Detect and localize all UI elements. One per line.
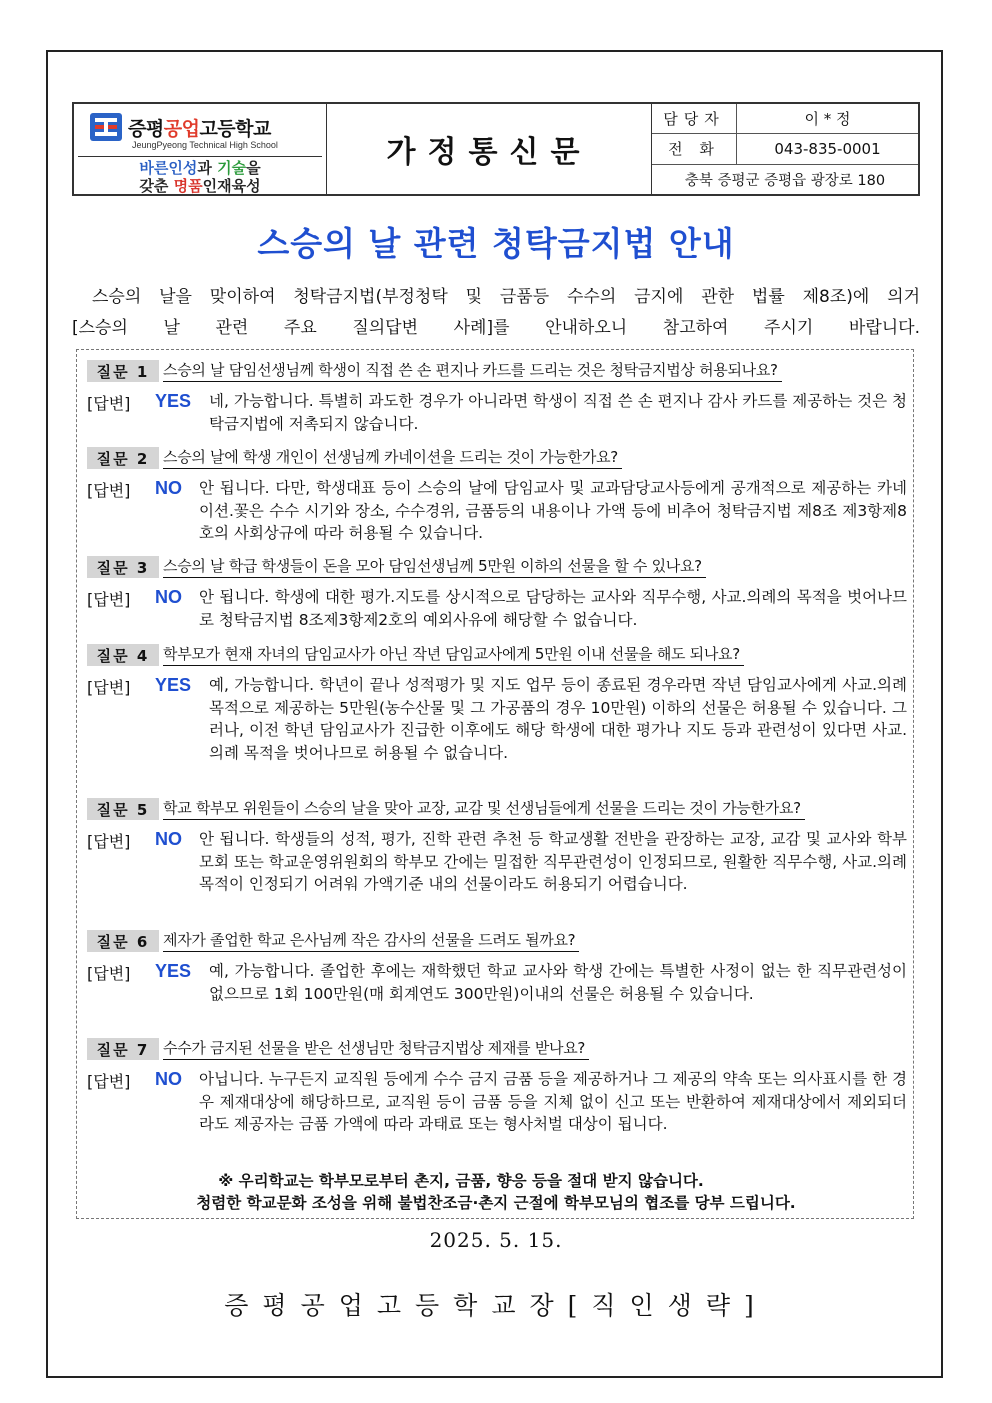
answer-text: 네, 가능합니다. 특별히 과도한 경우가 아니라면 학생이 직접 쓴 손 편지나 감사 카드를 제공하는 것은 청탁금지법에 저촉되지 않습니다. (209, 392, 907, 433)
qa-item (87, 360, 907, 435)
qa-item (87, 644, 907, 764)
answer-keyword: YES (155, 961, 192, 981)
school-english-name: JeungPyeong Technical High School (132, 140, 278, 150)
answer-text: 예, 가능합니다. 졸업한 후에는 재학했던 학교 교사와 학생 간에는 특별한 사정이 없는 한 직무관련성이 없으므로 1회 100만원(매 회계연도 300만원)이내의 선물은 허용될 수 있습니다. (209, 962, 907, 1003)
question-badge: 질문 1 (87, 360, 159, 382)
answer-keyword: NO (155, 478, 182, 498)
question-text: 스승의 날에 학생 개인이 선생님께 카네이션을 드리는 것이 가능한가요? (163, 447, 622, 469)
school-logo-cell (74, 104, 327, 194)
phone-label: 전 화 (652, 134, 737, 163)
qa-item (87, 798, 907, 896)
question-text: 학교 학부모 위원들이 스승의 날을 맞아 교장, 교감 및 선생님들에게 선물을 드리는 것이 가능한가요? (163, 798, 805, 820)
answer-label: [답변] (87, 1072, 131, 1091)
qa-item (87, 1038, 907, 1136)
answer-text: 안 됩니다. 학생에 대한 평가.지도를 상시적으로 담당하는 교사와 직무수행, 사교.의례의 목적을 벗어나므로 청탁금지법 8조제3항제2호의 예외사유에 해당할 수 없습니다. (199, 588, 907, 629)
answer-text: 예, 가능합니다. 학년이 끝나 성적평가 및 지도 업무 등이 종료된 경우라면 작년 담임교사에게 사교.의례 목적으로 제공하는 5만원(농수산물 및 그 가공품의 경우 10만원) 이하의 선물은 허용될 수 있습니다. 그러나, 이전 학년 담임교사가 진급한 이후에도 해당 학생에 대한 평가나 지도 등과 관련성이 있다면 사교.의례 목적을 벗어나므로 허용될 수 없습니다. (209, 676, 907, 762)
letter-header (72, 102, 920, 196)
school-notice (77, 1170, 915, 1214)
question-text: 학부모가 현재 자녀의 담임교사가 아닌 작년 담임교사에게 5만원 이내 선물을 해도 되나요? (163, 644, 744, 666)
contact-value: 이 * 정 (804, 110, 851, 129)
qa-item (87, 930, 907, 1005)
question-text: 수수가 금지된 선물을 받은 선생님만 청탁금지법상 제재를 받나요? (163, 1038, 589, 1060)
school-name: 증평공업고등학교 (128, 117, 271, 140)
answer-label: [답변] (87, 481, 131, 500)
doc-title: 가정통신문 (386, 135, 592, 170)
contact-label: 담당자 (652, 104, 737, 133)
intro-line: 스승의 날을 맞이하여 청탁금지법(부정청탁 및 금품등 수수의 금지에 관한 법률 제8조)에 의거 (92, 287, 920, 307)
question-text: 스승의 날 담임선생님께 학생이 직접 쓴 손 편지나 카드를 드리는 것은 청탁금지법상 허용되나요? (163, 360, 782, 382)
answer-text: 안 됩니다. 학생들의 성적, 평가, 진학 관련 추천 등 학교생활 전반을 관장하는 교장, 교감 및 교사와 학부모회 또는 학교운영위원회의 학부모 간에는 밀접한 직무관련성이 인정되므로, 원활한 직무수행, 사교.의례 목적이 인정되기 어려워 가액기준 내의 선물이라도 허용되기 어렵습니다. (199, 830, 907, 893)
principal-signature: 증평공업고등학교장[직인생략] (224, 1291, 768, 1320)
intro-line: [스승의 날 관련 주요 질의답변 사례]를 안내하오니 참고하여 주시기 바랍니다. (72, 318, 920, 338)
school-address: 충북 증평군 증평읍 광장로 180 (684, 172, 886, 189)
question-text: 스승의 날 학급 학생들이 돈을 모아 담임선생님께 5만원 이하의 선물을 할 수 있나요? (163, 556, 706, 578)
answer-label: [답변] (87, 832, 131, 851)
contact-info (652, 104, 918, 194)
question-badge: 질문 5 (87, 798, 159, 820)
question-text: 제자가 졸업한 학교 은사님께 작은 감사의 선물을 드려도 될까요? (163, 930, 579, 952)
qa-item (87, 447, 907, 545)
answer-keyword: YES (155, 391, 192, 411)
answer-text: 아닙니다. 누구든지 교직원 등에게 수수 금지 금품 등을 제공하거나 그 제공의 약속 또는 의사표시를 한 경우 제재대상에 해당하므로, 교직원 등이 금품 등을 지체 없이 신고 또는 반환하여 제재대상에서 제외되더라도 제공자는 금품 가액에 따라 과태료 또는 형사처벌 대상이 됩니다. (199, 1070, 907, 1133)
qa-box (76, 349, 914, 1219)
question-badge: 질문 2 (87, 447, 159, 469)
answer-keyword: NO (155, 1069, 182, 1089)
answer-keyword: YES (155, 675, 192, 695)
question-badge: 질문 4 (87, 644, 159, 666)
question-badge: 질문 3 (87, 556, 159, 578)
issue-date: 2025. 5. 15. (429, 1228, 563, 1252)
question-badge: 질문 7 (87, 1038, 159, 1060)
question-badge: 질문 6 (87, 930, 159, 952)
phone-value: 043-835-0001 (774, 139, 881, 158)
qa-item (87, 556, 907, 631)
notice-line: ※ 우리학교는 학부모로부터 촌지, 금품, 향응 등을 절대 받지 않습니다. (218, 1172, 704, 1190)
main-title: 스승의 날 관련 청탁금지법 안내 (257, 224, 735, 263)
answer-text: 안 됩니다. 다만, 학생대표 등이 스승의 날에 담임교사 및 교과담당교사등에게 공개적으로 제공하는 카네이션.꽃은 수수 시기와 장소, 수수경위, 금품등의 내용이나 가액 등에 비추어 청탁금지법 제8조 제3항제8호의 사회상규에 따라 허용될 수 있습니다. (199, 479, 907, 542)
answer-label: [답변] (87, 678, 131, 697)
answer-label: [답변] (87, 964, 131, 983)
notice-line: 청렴한 학교문화 조성을 위해 불법찬조금·촌지 근절에 학부모님의 협조를 당부 드립니다. (196, 1194, 796, 1212)
doc-title-cell (327, 104, 652, 194)
answer-keyword: NO (155, 587, 182, 607)
intro-paragraph (72, 282, 920, 344)
answer-label: [답변] (87, 590, 131, 609)
answer-keyword: NO (155, 829, 182, 849)
school-emblem-icon (88, 109, 124, 145)
school-motto: 바른인성과 기술을 갖춘 명품인재육성 (139, 159, 261, 195)
answer-label: [답변] (87, 394, 131, 413)
